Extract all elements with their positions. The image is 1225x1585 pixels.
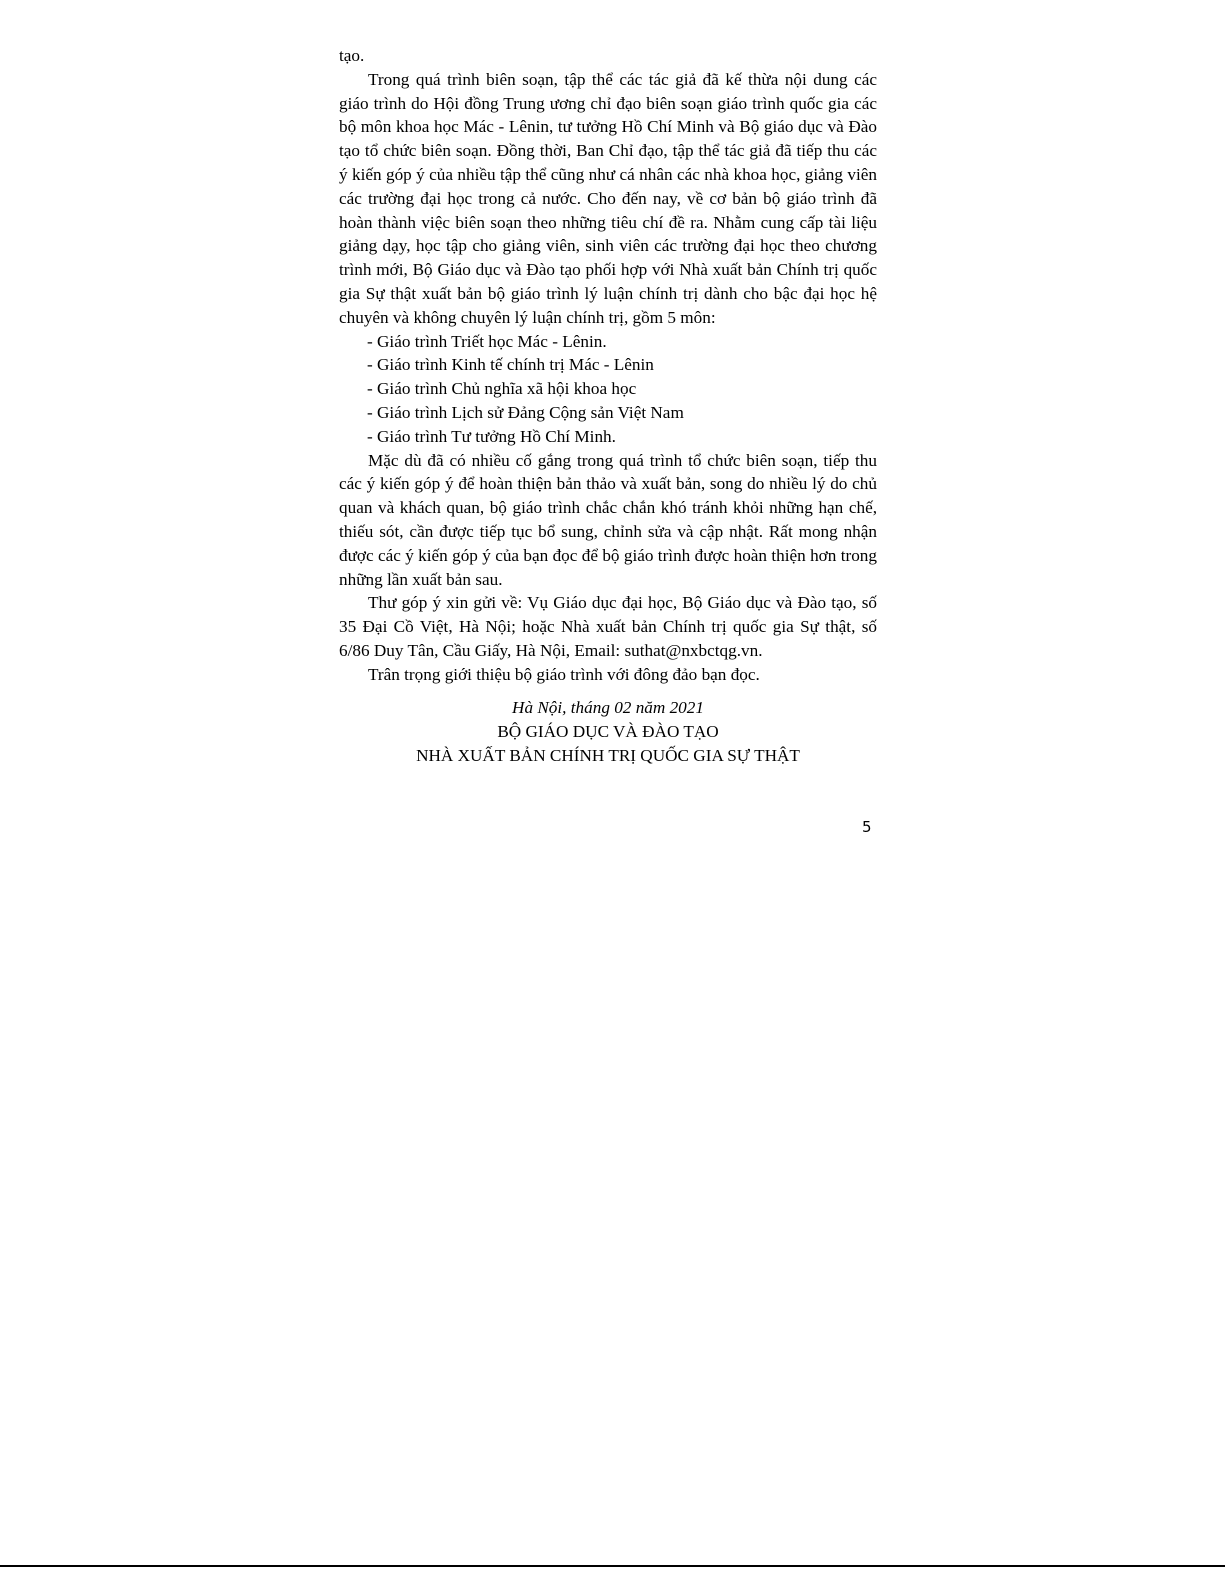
- paragraph-continuation: tạo.: [339, 46, 365, 65]
- paragraph-compilation: Trong quá trình biên soạn, tập thể các tác giả đã kế thừa nội dung các giáo trình do Hội đồng Trung ương chỉ đạo biên soạn giáo trình quốc gia các bộ môn khoa học Mác - Lênin, tư tưởng Hồ Chí Minh và Bộ giáo dục và Đào tạo tổ chức biên soạn. Đồng thời, Ban Chỉ đạo, tập thể tác giả đã tiếp thu các ý kiến góp ý của nhiều tập thể cũng như cá nhân các nhà khoa học, giảng viên các trường đại học trong cả nước. Cho đến nay, về cơ bản bộ giáo trình đã hoàn thành việc biên soạn theo những tiêu chí đề ra. Nhằm cung cấp tài liệu giảng dạy, học tập cho giảng viên, sinh viên các trường đại học theo chương trình mới, Bộ Giáo dục và Đào tạo phối hợp với Nhà xuất bản Chính trị quốc gia Sự thật xuất bản bộ giáo trình lý luận chính trị dành cho bậc đại học hệ chuyên và không chuyên lý luận chính trị, gồm 5 môn:: [339, 69, 877, 327]
- textbook-list: [339, 330, 877, 449]
- list-item: - Giáo trình Kinh tế chính trị Mác - Lênin: [367, 355, 654, 375]
- signature-ministry: BỘ GIÁO DỤC VÀ ĐÀO TẠO: [497, 721, 719, 741]
- page-bottom-rule: [0, 1565, 1225, 1567]
- signature-block: [339, 696, 877, 768]
- signature-publisher: NHÀ XUẤT BẢN CHÍNH TRỊ QUỐC GIA SỰ THẬT: [416, 745, 800, 765]
- page-number: 5: [862, 818, 872, 836]
- list-item: - Giáo trình Tư tưởng Hồ Chí Minh.: [367, 426, 616, 446]
- document-body: [339, 44, 877, 768]
- list-item: - Giáo trình Chủ nghĩa xã hội khoa học: [367, 379, 637, 399]
- paragraph-feedback-address: Thư góp ý xin gửi về: Vụ Giáo dục đại học, Bộ Giáo dục và Đào tạo, số 35 Đại Cồ Việt, Hà Nội; hoặc Nhà xuất bản Chính trị quốc gia Sự thật, số 6/86 Duy Tân, Cầu Giấy, Hà Nội, Email: suthat@nxbctqg.vn.: [339, 593, 877, 660]
- paragraph-introduction: Trân trọng giới thiệu bộ giáo trình với đông đảo bạn đọc.: [368, 664, 760, 684]
- paragraph-limitations: Mặc dù đã có nhiều cố gắng trong quá trình tổ chức biên soạn, tiếp thu các ý kiến góp ý để hoàn thiện bản thảo và xuất bản, song do nhiều lý do chủ quan và khách quan, bộ giáo trình chắc chắn khó tránh khỏi những hạn chế, thiếu sót, cần được tiếp tục bổ sung, chỉnh sửa và cập nhật. Rất mong nhận được các ý kiến góp ý của bạn đọc để bộ giáo trình được hoàn thiện hơn trong những lần xuất bản sau.: [339, 450, 877, 589]
- place-date: Hà Nội, tháng 02 năm 2021: [512, 697, 704, 717]
- list-item: - Giáo trình Triết học Mác - Lênin.: [367, 331, 607, 351]
- list-item: - Giáo trình Lịch sử Đảng Cộng sản Việt Nam: [367, 402, 684, 422]
